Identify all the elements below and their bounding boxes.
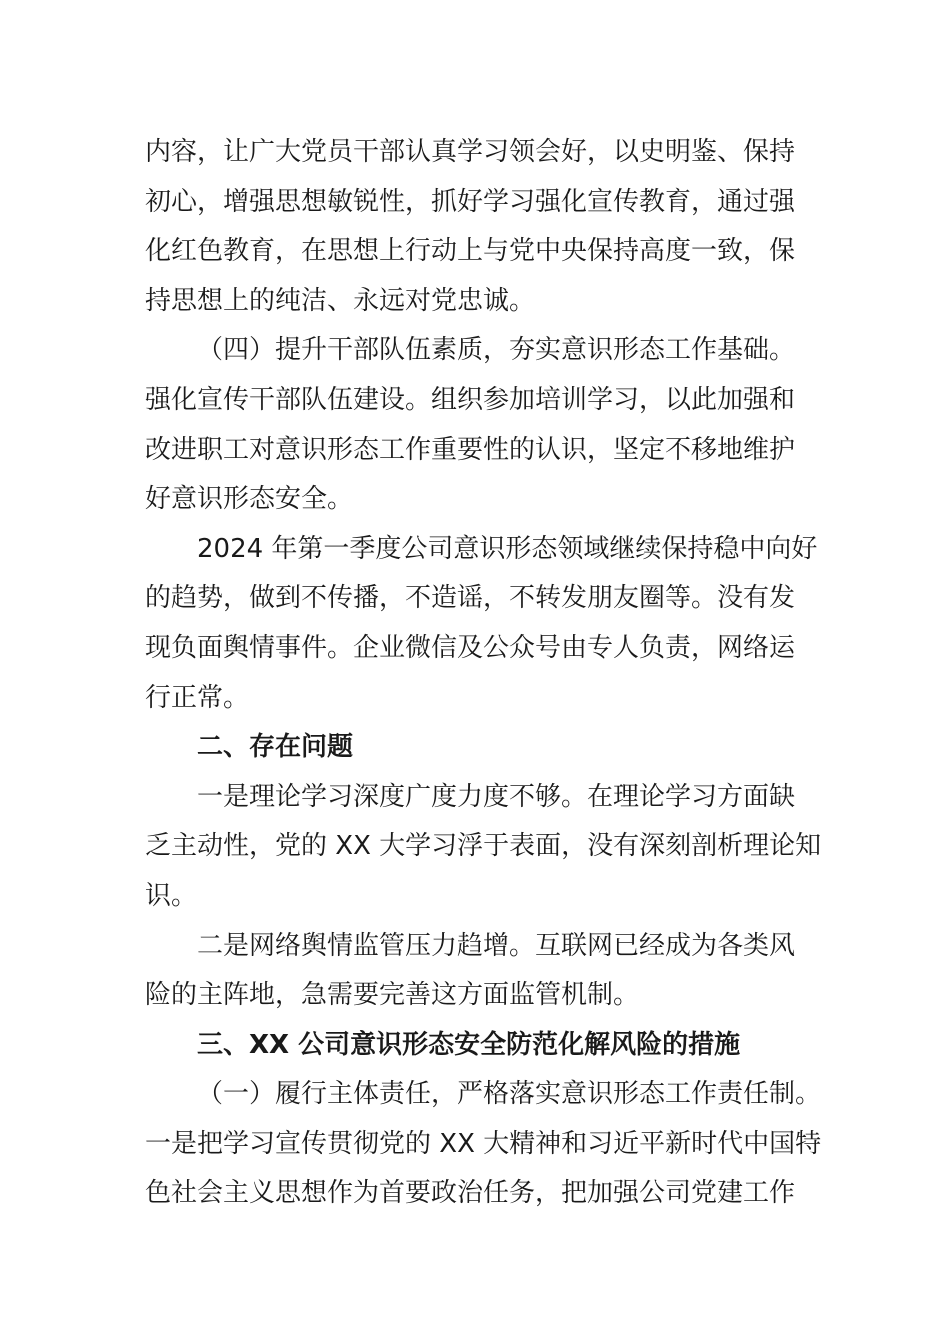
heading-text: 三、XX 公司意识形态安全防范化解风险的措施: [197, 1029, 741, 1060]
text-line: 好意识形态安全。: [145, 484, 354, 515]
text-line: 乏主动性，党的 XX 大学习浮于表面，没有深刻剖析理论知: [145, 831, 822, 862]
text-line: 色社会主义思想作为首要政治任务，把加强公司党建工作: [145, 1178, 796, 1209]
paragraph-measure-one: [145, 1070, 822, 1219]
document-body: [145, 128, 822, 1219]
text-line: 险的主阵地，急需要完善这方面监管机制。: [145, 980, 640, 1011]
text-line: 一是把学习宣传贯彻党的 XX 大精神和习近平新时代中国特: [145, 1128, 822, 1159]
text-line: 行正常。: [145, 682, 250, 713]
text-line: 一是理论学习深度广度力度不够。在理论学习方面缺: [197, 781, 796, 812]
section-heading-problems: [145, 723, 815, 773]
text-line: （一）履行主体责任，严格落实意识形态工作责任制。: [197, 1079, 822, 1110]
heading-text: 二、存在问题: [197, 732, 354, 763]
paragraph-section-four: [145, 326, 815, 524]
text-line: 改进职工对意识形态工作重要性的认识，坚定不移地维护: [145, 434, 796, 465]
text-line: 初心，增强思想敏锐性，抓好学习强化宣传教育，通过强: [145, 186, 796, 217]
paragraph-quarter-summary: [145, 525, 818, 723]
text-line: （四）提升干部队伍素质，夯实意识形态工作基础。: [197, 335, 796, 366]
text-line: 内容，让广大党员干部认真学习领会好，以史明鉴、保持: [145, 137, 796, 167]
text-line: 持思想上的纯洁、永远对党忠诚。: [145, 285, 536, 316]
paragraph-problem-one: [145, 773, 822, 922]
text-line: 二是网络舆情监管压力趋增。互联网已经成为各类风: [197, 930, 796, 961]
text-line: 强化宣传干部队伍建设。组织参加培训学习，以此加强和: [145, 384, 796, 415]
text-line: 识。: [145, 880, 198, 911]
paragraph-problem-two: [145, 922, 815, 1021]
paragraph-intro-continuation: [145, 128, 815, 326]
text-line: 的趋势，做到不传播，不造谣，不转发朋友圈等。没有发: [145, 583, 796, 614]
section-heading-measures: [145, 1021, 815, 1071]
text-line: 现负面舆情事件。企业微信及公众号由专人负责，网络运: [145, 632, 796, 663]
text-line: 2024 年第一季度公司意识形态领域继续保持稳中向好: [197, 533, 818, 564]
text-line: 化红色教育，在思想上行动上与党中央保持高度一致，保: [145, 236, 796, 267]
